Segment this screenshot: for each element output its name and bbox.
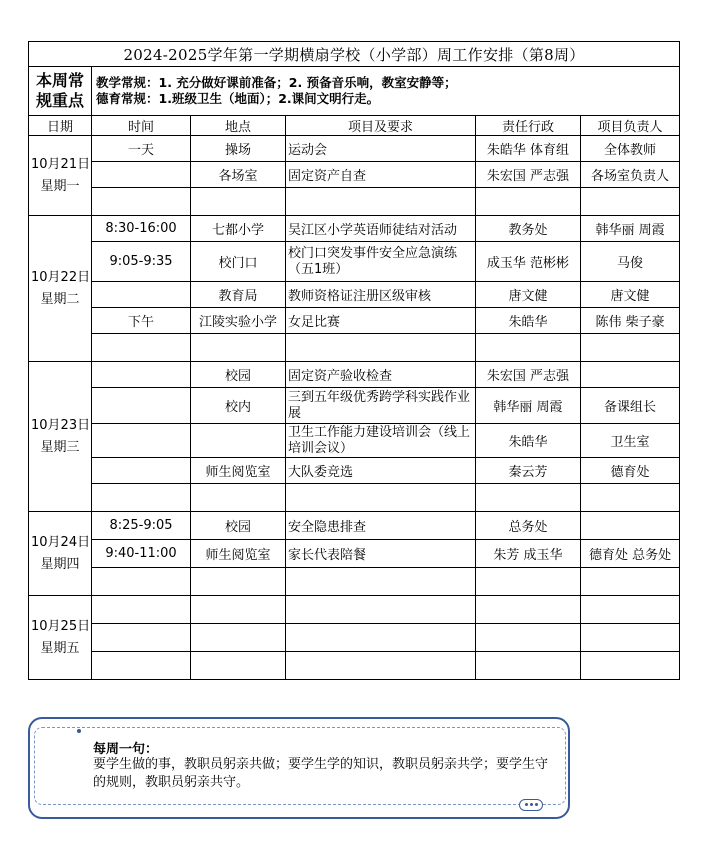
cell-place bbox=[191, 652, 286, 680]
cell-item bbox=[286, 568, 476, 596]
day-cell bbox=[29, 362, 92, 512]
cell-owner: 德育处 bbox=[581, 458, 680, 484]
cell-admin: 总务处 bbox=[476, 512, 581, 540]
cell-admin bbox=[476, 568, 581, 596]
cell-admin: 朱皓华 bbox=[476, 308, 581, 334]
cell-owner bbox=[581, 362, 680, 388]
cell-item: 校门口突发事件安全应急演练（五1班） bbox=[286, 242, 476, 282]
cell-time bbox=[92, 362, 191, 388]
cell-place bbox=[191, 188, 286, 216]
cell-admin: 教务处 bbox=[476, 216, 581, 242]
header-row bbox=[29, 116, 680, 136]
cell-item bbox=[286, 596, 476, 624]
cell-place: 校内 bbox=[191, 388, 286, 424]
focus-label-line1: 本周常 bbox=[35, 71, 84, 90]
cell-time bbox=[92, 388, 191, 424]
cell-owner bbox=[581, 334, 680, 362]
dot-icon bbox=[77, 729, 81, 733]
cell-time bbox=[92, 424, 191, 458]
cell-item bbox=[286, 484, 476, 512]
cell-owner: 马俊 bbox=[581, 242, 680, 282]
header-item: 项目及要求 bbox=[286, 116, 476, 136]
day-weekday: 星期三 bbox=[40, 439, 80, 455]
header-admin: 责任行政 bbox=[476, 116, 581, 136]
cell-place bbox=[191, 624, 286, 652]
header-date: 日期 bbox=[29, 116, 92, 136]
table-row bbox=[29, 540, 680, 568]
table-row bbox=[29, 388, 680, 424]
table-row bbox=[29, 568, 680, 596]
cell-place: 校门口 bbox=[191, 242, 286, 282]
cell-time bbox=[92, 188, 191, 216]
focus-content bbox=[92, 67, 680, 116]
cell-item: 教师资格证注册区级审核 bbox=[286, 282, 476, 308]
table-row bbox=[29, 512, 680, 540]
day-date: 10月23日 bbox=[31, 417, 91, 433]
table-row bbox=[29, 596, 680, 624]
cell-owner: 德育处 总务处 bbox=[581, 540, 680, 568]
cell-admin bbox=[476, 484, 581, 512]
cell-owner: 卫生室 bbox=[581, 424, 680, 458]
cell-place: 师生阅览室 bbox=[191, 458, 286, 484]
cell-admin bbox=[476, 596, 581, 624]
cell-admin bbox=[476, 652, 581, 680]
header-owner: 项目负责人 bbox=[581, 116, 680, 136]
cell-time bbox=[92, 162, 191, 188]
cell-time bbox=[92, 458, 191, 484]
quote-title: 每周一句： bbox=[93, 742, 159, 757]
day-cell bbox=[29, 512, 92, 596]
cell-admin: 韩华丽 周霞 bbox=[476, 388, 581, 424]
cell-place: 教育局 bbox=[191, 282, 286, 308]
day-date: 10月22日 bbox=[31, 269, 91, 285]
cell-place: 校园 bbox=[191, 512, 286, 540]
focus-label-line2: 规重点 bbox=[35, 91, 84, 110]
cell-item bbox=[286, 624, 476, 652]
weekly-schedule-table bbox=[28, 41, 680, 680]
cell-admin: 朱皓华 bbox=[476, 424, 581, 458]
cell-time bbox=[92, 568, 191, 596]
cell-owner bbox=[581, 188, 680, 216]
cell-place bbox=[191, 596, 286, 624]
day-cell bbox=[29, 136, 92, 216]
cell-item: 三到五年级优秀跨学科实践作业展 bbox=[286, 388, 476, 424]
cell-item: 运动会 bbox=[286, 136, 476, 162]
cell-owner bbox=[581, 596, 680, 624]
cell-admin: 朱芳 成玉华 bbox=[476, 540, 581, 568]
cell-item bbox=[286, 334, 476, 362]
cell-place bbox=[191, 424, 286, 458]
cell-time: 下午 bbox=[92, 308, 191, 334]
cell-time bbox=[92, 652, 191, 680]
cell-item: 卫生工作能力建设培训会（线上培训会议） bbox=[286, 424, 476, 458]
header-time: 时间 bbox=[92, 116, 191, 136]
cell-item: 吴江区小学英语师徒结对活动 bbox=[286, 216, 476, 242]
cell-item: 女足比赛 bbox=[286, 308, 476, 334]
day-weekday: 星期一 bbox=[40, 178, 80, 194]
day-weekday: 星期四 bbox=[40, 556, 80, 572]
cell-time: 一天 bbox=[92, 136, 191, 162]
cell-owner bbox=[581, 512, 680, 540]
cell-time bbox=[92, 282, 191, 308]
moral-routine: 德育常规：1.班级卫生（地面）；2.课间文明行走。 bbox=[96, 91, 380, 106]
day-weekday: 星期二 bbox=[40, 291, 80, 307]
table-row bbox=[29, 282, 680, 308]
table-row bbox=[29, 308, 680, 334]
cell-time: 9:40-11:00 bbox=[92, 540, 191, 568]
cell-owner: 韩华丽 周霞 bbox=[581, 216, 680, 242]
quote-text: 要学生做的事，教职员躬亲共做；要学生学的知识，教职员躬亲共学；要学生守的规则，教职员躬亲共守。 bbox=[93, 757, 549, 790]
cell-time bbox=[92, 484, 191, 512]
table-row bbox=[29, 624, 680, 652]
table-row bbox=[29, 188, 680, 216]
table-row bbox=[29, 484, 680, 512]
cell-item: 安全隐患排查 bbox=[286, 512, 476, 540]
header-place: 地点 bbox=[191, 116, 286, 136]
cell-owner: 各场室负责人 bbox=[581, 162, 680, 188]
cell-item bbox=[286, 652, 476, 680]
teaching-routine: 教学常规：1. 充分做好课前准备；2. 预备音乐响，教室安静等； bbox=[96, 75, 457, 90]
cell-item bbox=[286, 188, 476, 216]
table-row bbox=[29, 216, 680, 242]
cell-place bbox=[191, 334, 286, 362]
cell-item: 固定资产验收检查 bbox=[286, 362, 476, 388]
day-date: 10月21日 bbox=[31, 156, 91, 172]
cell-place bbox=[191, 568, 286, 596]
cell-item: 家长代表陪餐 bbox=[286, 540, 476, 568]
cell-admin: 朱宏国 严志强 bbox=[476, 362, 581, 388]
cell-owner bbox=[581, 568, 680, 596]
cell-place: 校园 bbox=[191, 362, 286, 388]
cell-admin: 秦云芳 bbox=[476, 458, 581, 484]
cell-place: 师生阅览室 bbox=[191, 540, 286, 568]
cell-item: 固定资产自查 bbox=[286, 162, 476, 188]
cell-time bbox=[92, 334, 191, 362]
table-row bbox=[29, 652, 680, 680]
cell-time: 9:05-9:35 bbox=[92, 242, 191, 282]
cell-admin: 唐文健 bbox=[476, 282, 581, 308]
cell-time bbox=[92, 624, 191, 652]
cell-place: 江陵实验小学 bbox=[191, 308, 286, 334]
cell-place bbox=[191, 484, 286, 512]
day-date: 10月25日 bbox=[31, 618, 91, 634]
ellipsis-icon bbox=[519, 799, 543, 811]
table-row bbox=[29, 334, 680, 362]
cell-owner: 全体教师 bbox=[581, 136, 680, 162]
cell-place: 操场 bbox=[191, 136, 286, 162]
cell-admin: 成玉华 范彬彬 bbox=[476, 242, 581, 282]
cell-owner: 陈伟 柴子豪 bbox=[581, 308, 680, 334]
cell-time bbox=[92, 596, 191, 624]
cell-owner: 唐文健 bbox=[581, 282, 680, 308]
table-row bbox=[29, 162, 680, 188]
table-row bbox=[29, 458, 680, 484]
cell-admin: 朱皓华 体育组 bbox=[476, 136, 581, 162]
cell-item: 大队委竞选 bbox=[286, 458, 476, 484]
cell-owner: 备课组长 bbox=[581, 388, 680, 424]
day-cell bbox=[29, 596, 92, 680]
page-title: 2024-2025学年第一学期横扇学校（小学部）周工作安排（第8周） bbox=[29, 42, 680, 67]
cell-owner bbox=[581, 652, 680, 680]
table-row bbox=[29, 362, 680, 388]
day-cell bbox=[29, 216, 92, 362]
table-row bbox=[29, 424, 680, 458]
cell-time: 8:25-9:05 bbox=[92, 512, 191, 540]
cell-place: 各场室 bbox=[191, 162, 286, 188]
cell-owner bbox=[581, 484, 680, 512]
cell-admin bbox=[476, 188, 581, 216]
cell-admin bbox=[476, 334, 581, 362]
cell-place: 七都小学 bbox=[191, 216, 286, 242]
cell-admin: 朱宏国 严志强 bbox=[476, 162, 581, 188]
table-row bbox=[29, 242, 680, 282]
day-date: 10月24日 bbox=[31, 534, 91, 550]
cell-admin bbox=[476, 624, 581, 652]
focus-label bbox=[29, 67, 92, 116]
table-row bbox=[29, 136, 680, 162]
cell-time: 8:30-16:00 bbox=[92, 216, 191, 242]
cell-owner bbox=[581, 624, 680, 652]
day-weekday: 星期五 bbox=[40, 640, 80, 656]
